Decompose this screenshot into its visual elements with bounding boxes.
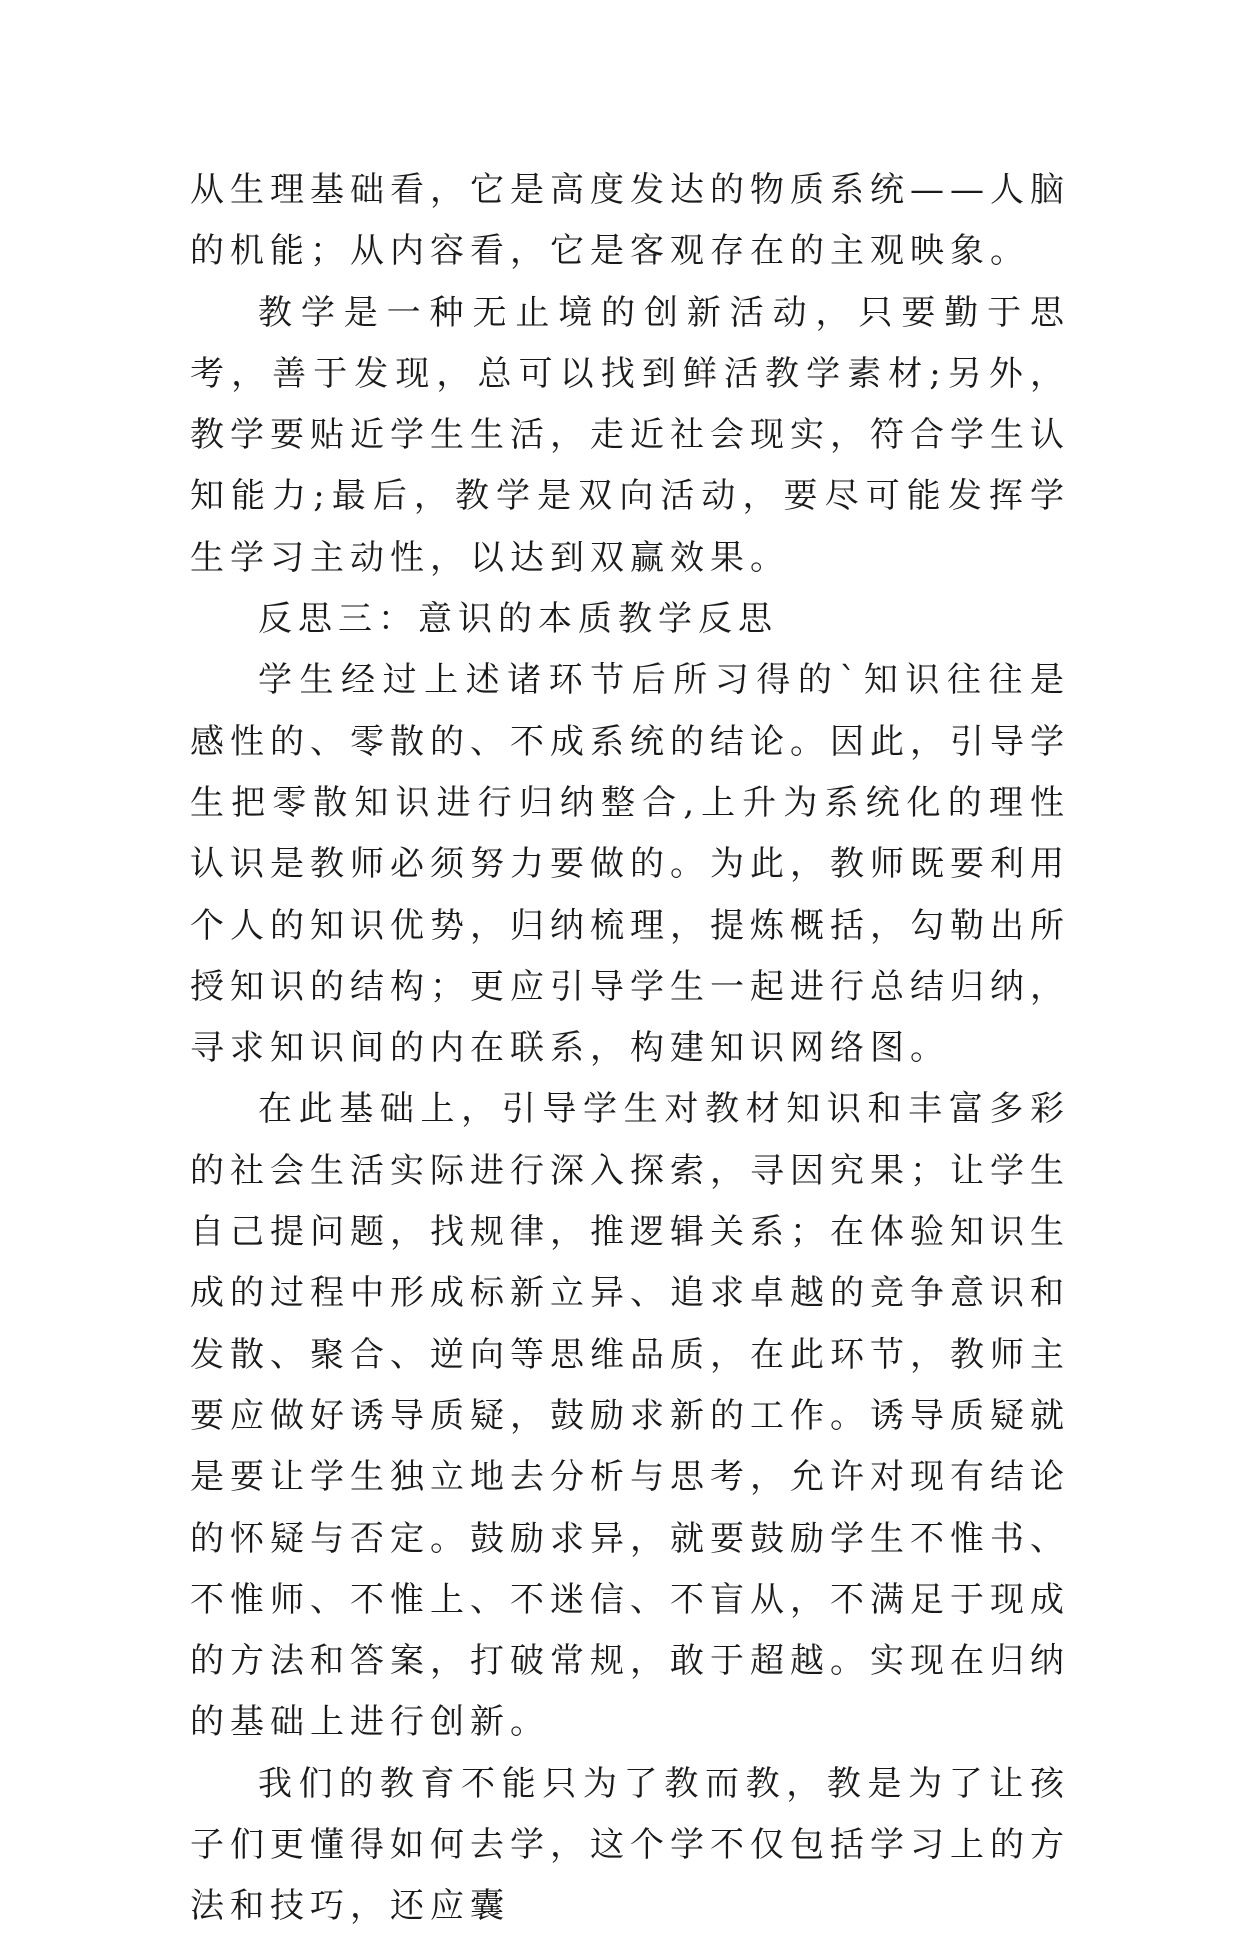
document-body — [190, 160, 1070, 1938]
paragraph-knowledge-integration: 学生经过上述诸环节后所习得的`知识往往是感性的、零散的、不成系统的结论。因此，引导学生把零散知识进行归纳整合,上升为系统化的理性认识是教师必须努力要做的。为此，教师既要利用个人的知识优势，归纳梳理，提炼概括，勾勒出所授知识的结构；更应引导学生一起进行总结归纳，寻求知识间的内在联系，构建知识网络图。 — [190, 660, 1070, 1069]
section-heading-reflection-three: 反思三：意识的本质教学反思 — [258, 599, 778, 640]
paragraph-teaching-innovation: 教学是一种无止境的创新活动，只要勤于思考，善于发现，总可以找到鲜活教学素材;另外，教学要贴近学生生活，走近社会现实，符合学生认知能力;最后，教学是双向活动，要尽可能发挥学生学习主动性，以达到双赢效果。 — [190, 292, 1070, 578]
paragraph-exploration-innovation: 在此基础上，引导学生对教材知识和丰富多彩的社会生活实际进行深入探索，寻因究果；让学生自己提问题，找规律，推逻辑关系；在体验知识生成的过程中形成标新立异、追求卓越的竞争意识和发散、聚合、逆向等思维品质，在此环节，教师主要应做好诱导质疑，鼓励求新的工作。诱导质疑就是要让学生独立地去分析与思考，允许对现有结论的怀疑与否定。鼓励求异，就要鼓励学生不惟书、不惟师、不惟上、不迷信、不盲从，不满足于现成的方法和答案，打破常规，敢于超越。实现在归纳的基础上进行创新。 — [190, 1089, 1070, 1743]
paragraph-education-purpose: 我们的教育不能只为了教而教，教是为了让孩子们更懂得如何去学，这个学不仅包括学习上的方法和技巧，还应囊 — [190, 1763, 1070, 1927]
paragraph-physiology: 从生理基础看，它是高度发达的物质系统——人脑的机能；从内容看，它是客观存在的主观映象。 — [190, 170, 1070, 272]
